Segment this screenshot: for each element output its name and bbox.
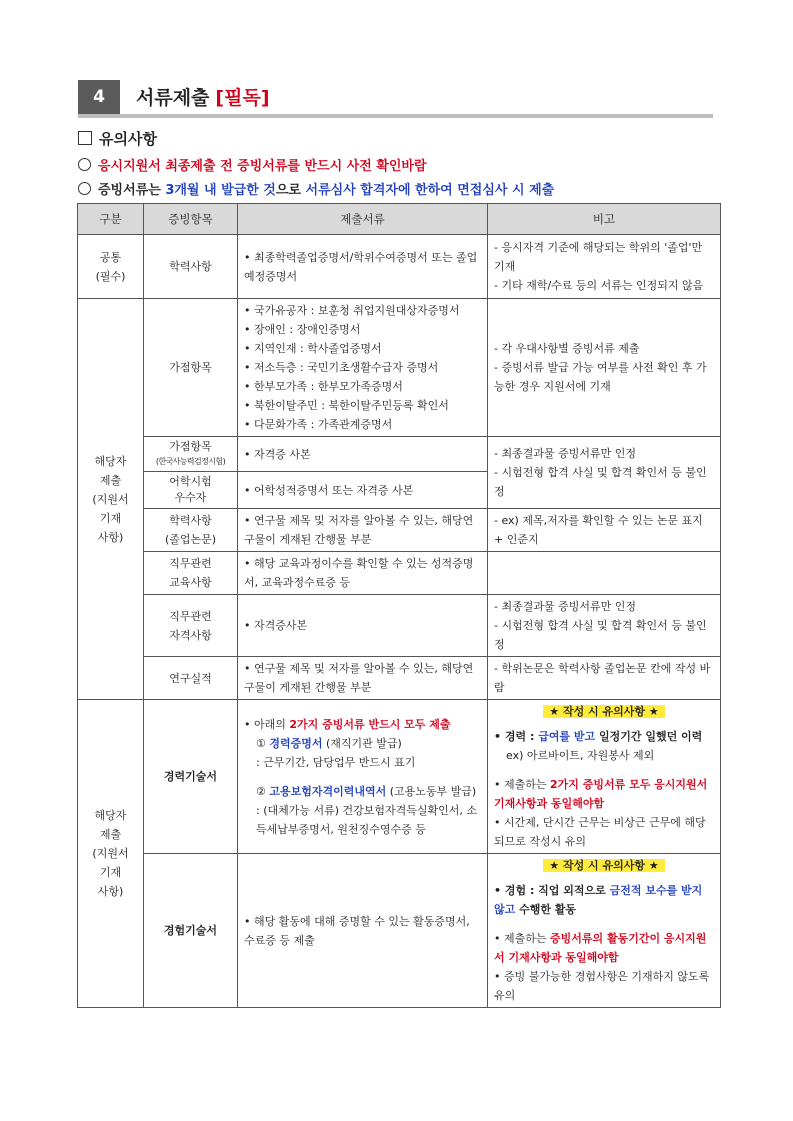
remark-item: - ex) 제목,저자를 확인할 수 있는 논문 표지 + 인준지 [494, 511, 714, 549]
doc-bonus [238, 299, 488, 437]
doc-research [238, 657, 488, 700]
doc-education-text: 최종학력졸업증명서/학위수여증명서 또는 졸업예정증명서 [244, 250, 478, 283]
doc-item: • 다문화가족 : 가족관계증명서 [244, 415, 481, 434]
remarks-experience [488, 854, 721, 1008]
category-common: 공통 (필수) [78, 235, 144, 299]
doc-experience-text: 해당 활동에 대해 증명할 수 있는 활동증명서, 수료증 등 제출 [244, 914, 470, 947]
doc-career-2-title: 고용보험자격이력내역서 [269, 784, 387, 798]
item-education: 학력사항 [144, 235, 238, 299]
remarks-edu [488, 552, 721, 595]
remark-item: - 시험전형 합격 사실 및 합격 확인서 등 불인정 [494, 616, 714, 654]
header-docs: 제출서류 [238, 204, 488, 235]
notes-heading [78, 128, 157, 149]
career-remark-3: • 시간제, 단시간 근무는 비상근 근무에 해당되므로 작성시 유의 [494, 813, 714, 851]
career-caution-text: ★ 작성 시 유의사항 ★ [543, 705, 664, 718]
item-bonus: 가점항목 [144, 299, 238, 437]
doc-item: • 한부모가족 : 한부모가족증명서 [244, 377, 481, 396]
doc-career-intro [244, 715, 481, 734]
table-row-bonus [78, 299, 721, 437]
doc-language-text: 어학성적증명서 또는 자격증 사본 [254, 483, 414, 497]
item-bonus-history-line2: (한국사능력검정시험) [155, 457, 226, 466]
remark-item: - 증빙서류 발급 가능 여부를 사전 확인 후 가능한 경우 지원서에 기재 [494, 358, 714, 396]
experience-remark-1 [494, 881, 714, 919]
remark-item: - 시험전형 합격 사실 및 합격 확인서 등 불인정 [494, 463, 714, 501]
doc-cert-text: 자격증사본 [254, 619, 308, 632]
table-row-research [78, 657, 721, 700]
table-row-bonus-history [78, 437, 721, 472]
remark-item: - 학위논문은 학력사항 졸업논문 칸에 작성 바람 [494, 659, 714, 697]
remarks-cert [488, 595, 721, 657]
table-row-edu [78, 552, 721, 595]
remarks-education [488, 235, 721, 299]
career-remark-1 [494, 727, 714, 746]
experience-caution-title [494, 856, 714, 875]
doc-language [238, 472, 488, 509]
experience-remark-3: • 증빙 불가능한 경험사항은 기재하지 않도록 유의 [494, 967, 714, 1005]
remarks-bonus-history [488, 437, 721, 509]
item-cert: 직무관련 자격사항 [144, 595, 238, 657]
doc-career-intro-b: 2가지 증빙서류 반드시 모두 제출 [289, 717, 451, 731]
doc-career-2-note: : (대체가능 서류) 건강보험자격득실확인서, 소득세납부증명서, 원천징수영수증 등 [256, 803, 478, 836]
table-row-career [78, 700, 721, 854]
experience-remark-1-a: 경험 : 직업 외적으로 [504, 884, 610, 897]
circle-icon [78, 182, 91, 195]
section-header [78, 80, 713, 118]
note-line-1 [78, 155, 427, 174]
doc-career-1-title: 경력증명서 [269, 736, 323, 750]
doc-bonus-history [238, 437, 488, 472]
doc-career-1 [244, 734, 481, 753]
doc-career-intro-a: 아래의 [254, 717, 290, 731]
remarks-bonus [488, 299, 721, 437]
doc-edu-text: 해당 교육과정이수를 확인할 수 있는 성적증명서, 교육과정수료증 등 [244, 557, 474, 589]
doc-bonus-history-text: 자격증 사본 [254, 447, 311, 461]
doc-career-2 [244, 782, 481, 801]
section-title [136, 83, 270, 110]
notes-heading-text: 유의사항 [99, 130, 157, 148]
experience-remark-2-b: 증빙서류의 활동기간이 응시지원서 기재사항과 동일해야함 [494, 932, 707, 964]
experience-remark-2-a: 제출하는 [504, 932, 551, 945]
note-line-2 [78, 179, 554, 198]
document-table [77, 203, 721, 1008]
experience-remark-1-c: 수행한 활동 [515, 903, 577, 916]
table-row-thesis [78, 509, 721, 552]
table-row-experience [78, 854, 721, 1008]
header-remarks: 비고 [488, 204, 721, 235]
item-edu: 직무관련 교육사항 [144, 552, 238, 595]
doc-item: • 저소득층 : 국민기초생활수급자 증명서 [244, 358, 481, 377]
table-header-row [78, 204, 721, 235]
doc-career-2-num: ② [256, 784, 266, 798]
doc-thesis-text: 연구물 제목 및 저자를 알아볼 수 있는, 해당연구물이 게재된 간행물 부분 [244, 514, 474, 546]
item-research: 연구실적 [144, 657, 238, 700]
table-row-cert [78, 595, 721, 657]
checkbox-icon [78, 131, 92, 145]
item-language: 어학시험 우수자 [144, 472, 238, 509]
remark-item: - 응시자격 기준에 해당되는 학위의 '졸업'만 기재 [494, 238, 714, 276]
section-title-text: 서류제출 [136, 87, 210, 109]
item-career: 경력기술서 [144, 700, 238, 854]
circle-icon [78, 158, 91, 171]
item-bonus-history-line1: 가점항목 [169, 440, 212, 453]
category-applicable: 해당자 제출 (지원서 기재 사항) [78, 299, 144, 700]
table-row-common [78, 235, 721, 299]
category-career-block: 해당자 제출 (지원서 기재 사항) [78, 700, 144, 1008]
note-line-2-d: 서류심사 합격자에 한하여 면접심사 시 제출 [305, 183, 555, 198]
career-remark-1-c: 일정기간 일했던 이력 [595, 730, 703, 743]
doc-career-1-note: : 근무기간, 담당업무 반드시 표기 [256, 755, 416, 769]
doc-edu [238, 552, 488, 595]
career-caution-title [494, 702, 714, 721]
doc-cert [238, 595, 488, 657]
remarks-thesis [488, 509, 721, 552]
experience-caution-text: ★ 작성 시 유의사항 ★ [543, 859, 664, 872]
header-category: 구분 [78, 204, 144, 235]
doc-education [238, 235, 488, 299]
note-line-2-a: 증빙서류는 [98, 183, 166, 198]
remark-item: - 각 우대사항별 증빙서류 제출 [494, 339, 714, 358]
remarks-career [488, 700, 721, 854]
remarks-research [488, 657, 721, 700]
item-experience: 경험기술서 [144, 854, 238, 1008]
doc-item: • 북한이탈주민 : 북한이탈주민등록 확인서 [244, 396, 481, 415]
remark-item: - 기타 재학/수료 등의 서류는 인정되지 않음 [494, 276, 714, 295]
doc-thesis [238, 509, 488, 552]
doc-career-1-suffix: (재직기관 발급) [322, 736, 402, 750]
doc-research-text: 연구물 제목 및 저자를 알아볼 수 있는, 해당연구물이 게재된 간행물 부분 [244, 662, 474, 694]
item-thesis: 학력사항 (졸업논문) [144, 509, 238, 552]
experience-remark-1-b: 금전적 보수를 받지 않고 [494, 884, 703, 916]
remark-item: - 최종결과물 증빙서류만 인정 [494, 597, 714, 616]
section-underline [78, 114, 713, 118]
career-remark-2 [494, 775, 714, 813]
career-remark-2-b: 2가지 증빙서류 모두 응시지원서 기재사항과 동일해야함 [494, 778, 708, 810]
note-line-1-text: 응시지원서 최종제출 전 증빙서류를 반드시 사전 확인바람 [98, 159, 427, 174]
doc-career-2-suffix: (고용노동부 발급) [386, 784, 477, 798]
doc-item: • 장애인 : 장애인증명서 [244, 320, 481, 339]
section-tag: [필독] [215, 87, 270, 109]
career-remark-1-a: 경력 : [504, 730, 539, 743]
doc-career [238, 700, 488, 854]
career-remark-1-example: ex) 아르바이트, 자원봉사 제외 [506, 749, 655, 762]
remark-item: - 최종결과물 증빙서류만 인정 [494, 444, 714, 463]
note-line-2-b: 3개월 내 발급한 것 [165, 183, 276, 198]
experience-remark-2 [494, 929, 714, 967]
header-item: 증빙항목 [144, 204, 238, 235]
doc-career-1-num: ① [256, 736, 266, 750]
note-line-2-c: 으로 [275, 183, 306, 198]
section-number: 4 [78, 80, 120, 114]
doc-item: • 지역인재 : 학사졸업증명서 [244, 339, 481, 358]
career-remark-1-b: 급여를 받고 [538, 730, 596, 743]
item-bonus-history [144, 437, 238, 472]
career-remark-2-a: 제출하는 [504, 778, 551, 791]
doc-item: • 국가유공자 : 보훈청 취업지원대상자증명서 [244, 301, 481, 320]
doc-experience [238, 854, 488, 1008]
